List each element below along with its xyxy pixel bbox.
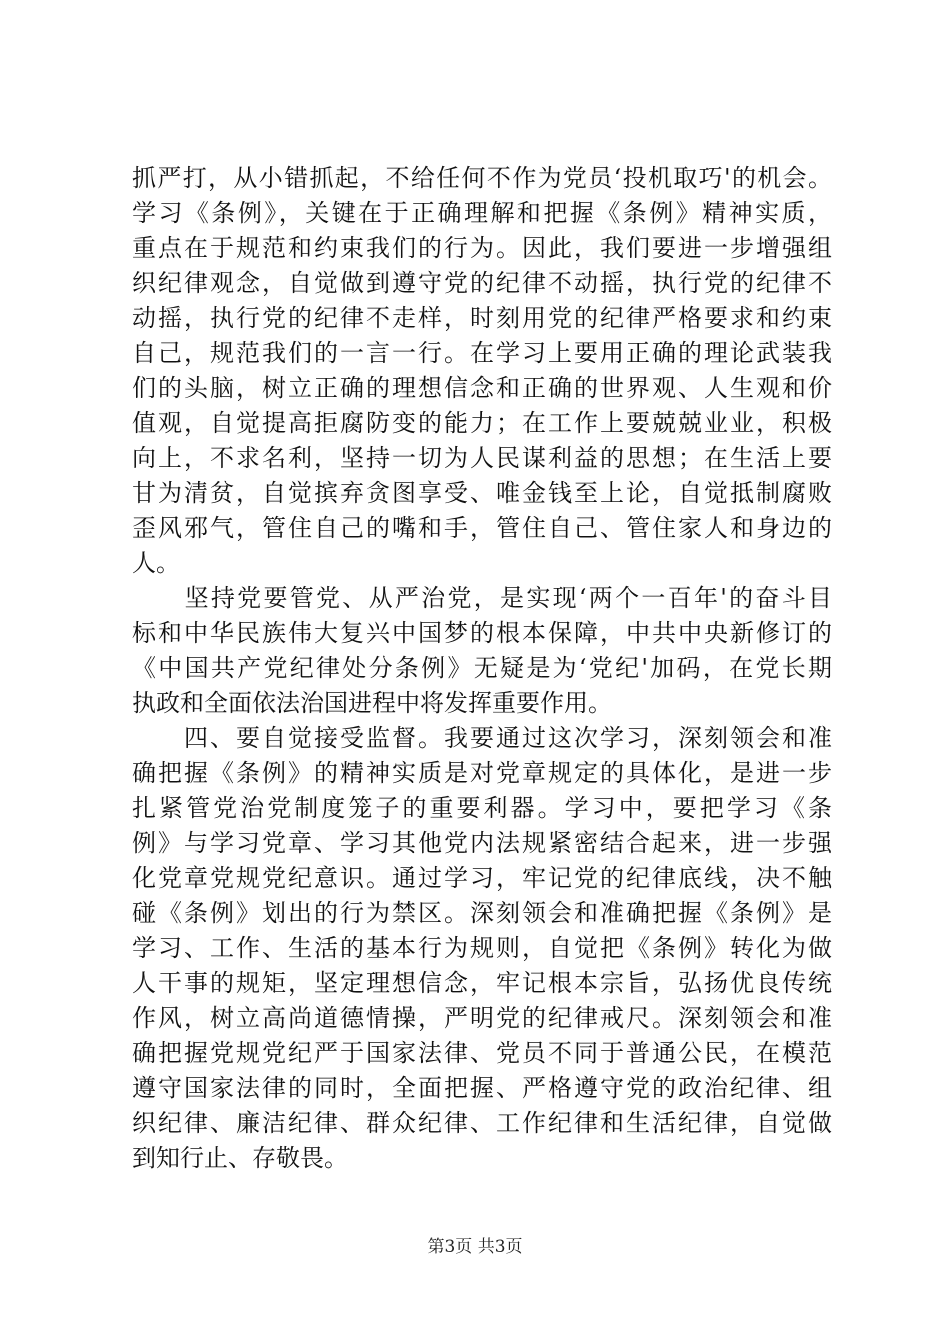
text-line: 化党章党规党纪意识。通过学习，牢记党的纪律底线，决不触: [132, 864, 832, 892]
text-line: 抓严打，从小错抓起，不给任何不作为党员‘投机取巧'的机会。: [132, 164, 832, 192]
text-line: 坚持党要管党、从严治党，是实现‘两个一百年'的奋斗目: [132, 584, 832, 612]
text-line: 学习《条例》，关键在于正确理解和把握《条例》精神实质，: [132, 199, 832, 227]
text-line: 碰《条例》划出的行为禁区。深刻领会和准确把握《条例》是: [132, 899, 832, 927]
text-line: 遵守国家法律的同时，全面把握、严格遵守党的政治纪律、组: [132, 1074, 832, 1102]
text-line: 确把握党规党纪严于国家法律、党员不同于普通公民，在模范: [132, 1039, 832, 1067]
text-line: 学习、工作、生活的基本行为规则，自觉把《条例》转化为做: [132, 934, 832, 962]
text-line: 织纪律观念，自觉做到遵守党的纪律不动摇，执行党的纪律不: [132, 269, 832, 297]
text-line: 扎紧管党治党制度笼子的重要利器。学习中，要把学习《条: [132, 794, 832, 822]
text-line: 标和中华民族伟大复兴中国梦的根本保障，中共中央新修订的: [132, 619, 832, 647]
text-line: 向上，不求名利，坚持一切为人民谋利益的思想；在生活上要: [132, 444, 832, 472]
text-line: 《中国共产党纪律处分条例》无疑是为‘党纪'加码，在党长期: [132, 654, 832, 682]
document-body: [132, 161, 832, 1176]
text-line: 确把握《条例》的精神实质是对党章规定的具体化，是进一步: [132, 759, 832, 787]
text-line: 四、要自觉接受监督。我要通过这次学习，深刻领会和准: [132, 724, 832, 752]
text-line: 人。: [132, 549, 180, 577]
text-line: 到知行止、存敬畏。: [132, 1144, 348, 1172]
text-line: 甘为清贫，自觉摈弃贪图享受、唯金钱至上论，自觉抵制腐败: [132, 479, 832, 507]
text-line: 人干事的规矩，坚定理想信念，牢记根本宗旨，弘扬优良传统: [132, 969, 832, 997]
text-line: 作风，树立高尚道德情操，严明党的纪律戒尺。深刻领会和准: [132, 1004, 832, 1032]
page-footer: 第3页 共3页: [427, 1237, 523, 1257]
text-line: 重点在于规范和约束我们的行为。因此，我们要进一步增强组: [132, 234, 832, 262]
text-line: 执政和全面依法治国进程中将发挥重要作用。: [132, 689, 612, 717]
text-line: 值观，自觉提高拒腐防变的能力；在工作上要兢兢业业，积极: [132, 409, 832, 437]
text-line: 例》与学习党章、学习其他党内法规紧密结合起来，进一步强: [132, 829, 832, 857]
text-line: 自己，规范我们的一言一行。在学习上要用正确的理论武装我: [132, 339, 832, 367]
text-line: 动摇，执行党的纪律不走样，时刻用党的纪律严格要求和约束: [132, 304, 832, 332]
text-line: 歪风邪气，管住自己的嘴和手，管住自己、管住家人和身边的: [132, 514, 832, 542]
text-line: 织纪律、廉洁纪律、群众纪律、工作纪律和生活纪律，自觉做: [132, 1109, 832, 1137]
text-line: 们的头脑，树立正确的理想信念和正确的世界观、人生观和价: [132, 374, 832, 402]
